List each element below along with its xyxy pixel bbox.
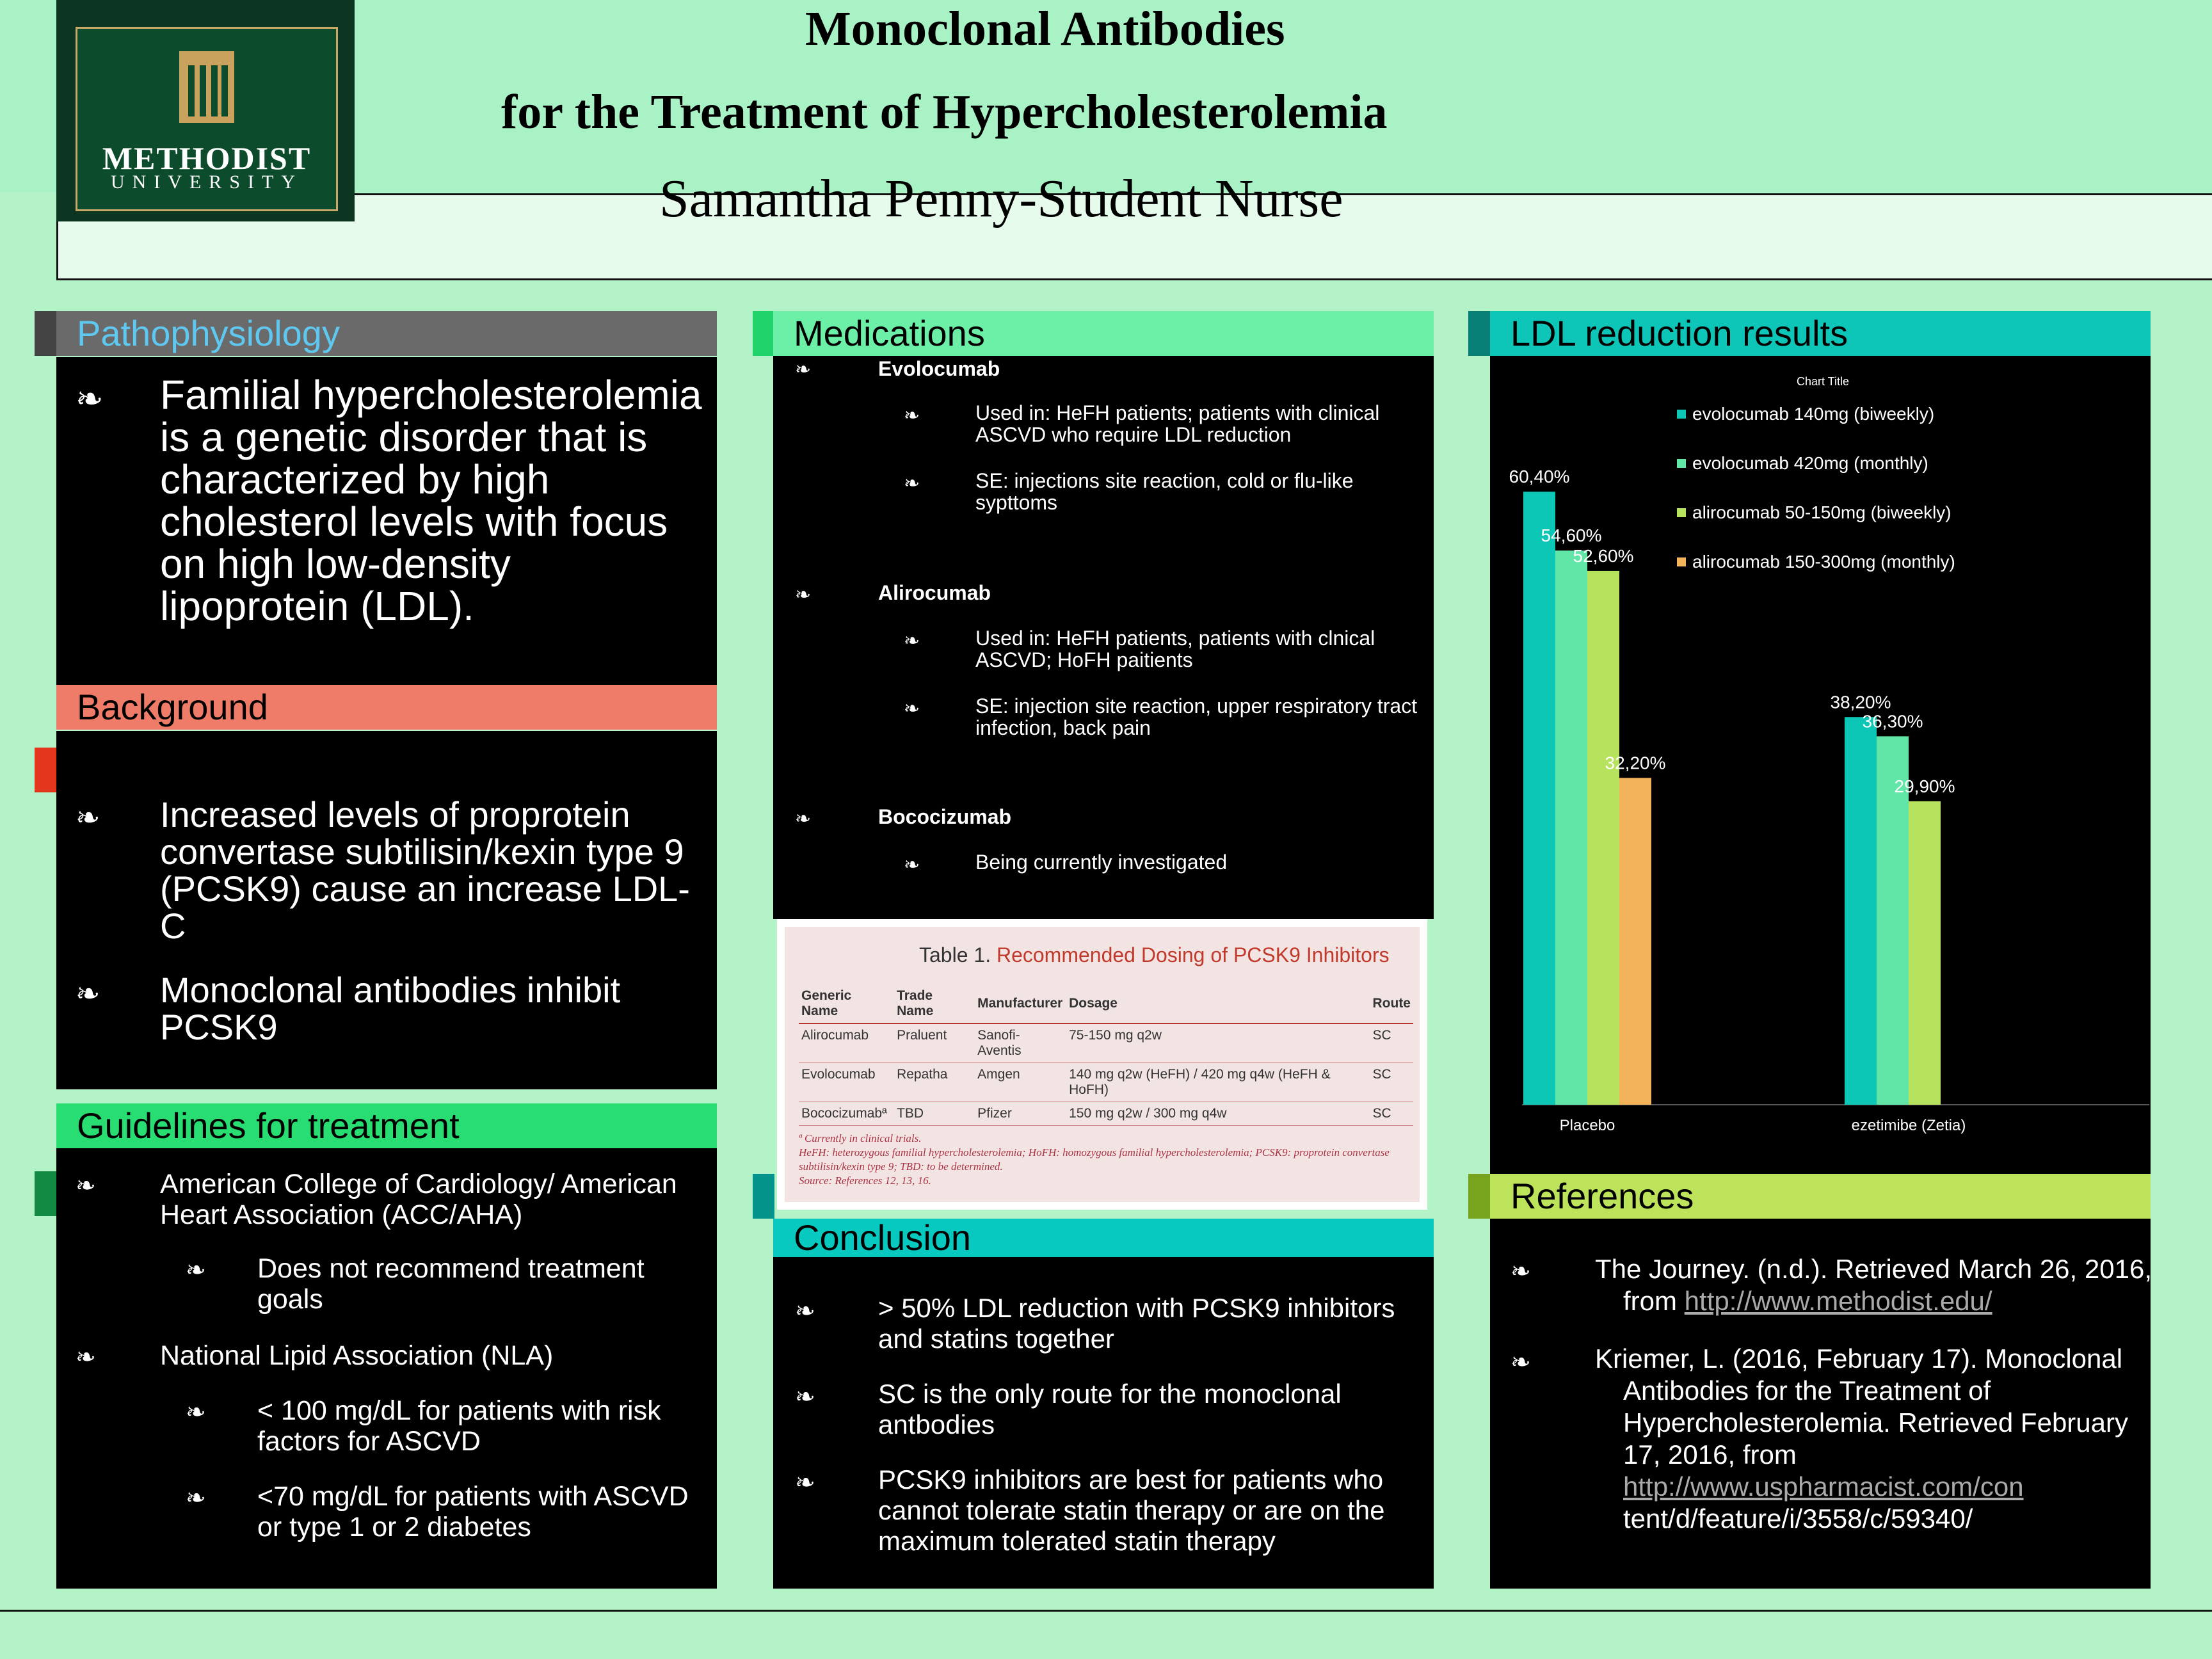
chart-category-label: ezetimibe (Zetia): [1851, 1117, 1966, 1134]
dosing-table-title-text: Recommended Dosing of PCSK9 Inhibitors: [996, 943, 1390, 966]
guideline-acc-sub: Does not recommend treatment goals: [257, 1253, 645, 1315]
med-alirocumab-se: SE: injection site reaction, upper respiratory tract infection, back pain: [975, 694, 1418, 739]
med-evolocumab-use: Used in: HeFH patients; patients with clinical ASCVD who require LDL reduction: [975, 401, 1380, 446]
chart-bar: [1587, 571, 1619, 1105]
guideline-nla: National Lipid Association (NLA): [160, 1340, 554, 1371]
bullet-icon: ❧: [795, 808, 812, 830]
med-evolocumab-se: SE: injections site reaction, cold or flu-like sypttoms: [975, 469, 1354, 514]
references-heading: References: [1490, 1174, 2151, 1219]
chart-data-label: 38,20%: [1830, 692, 1891, 712]
reference-2-link[interactable]: http://www.uspharmacist.com/con: [1623, 1471, 2024, 1502]
table-cell: 140 mg q2w (HeFH) / 420 mg q4w (HeFH & HoFH): [1066, 1063, 1370, 1102]
logo-subtitle: UNIVERSITY: [111, 172, 303, 193]
legend-entry: alirocumab 50-150mg (biweekly): [1692, 502, 1952, 522]
conclusion-tab: [753, 1174, 774, 1219]
reference-1-text: The Journey. (n.d.). Retrieved March 26, 2016, from: [1595, 1254, 2152, 1316]
columns-emblem-icon: [179, 51, 234, 123]
chart-data-label: 36,30%: [1862, 711, 1923, 732]
table-cell: Alirocumab: [799, 1023, 894, 1063]
table-cell: TBD: [894, 1102, 975, 1126]
background-heading: Background: [56, 685, 717, 730]
table-cell: Amgen: [975, 1063, 1066, 1102]
guideline-nla-sub2: <70 mg/dL for patients with ASCVD or type 1 or 2 diabetes: [257, 1481, 689, 1543]
guideline-acc: American College of Cardiology/ American Heart Association (ACC/AHA): [160, 1169, 677, 1230]
reference-1: [1595, 1253, 2161, 1317]
dosing-footnote: ª Currently in clinical trials.: [799, 1132, 922, 1144]
table-cell: 150 mg q2w / 300 mg q4w: [1066, 1102, 1370, 1126]
dosing-footnote: HeFH: heterozygous familial hypercholesterolemia; HoFH: homozygous familial hypercholesterolemia; PCSK9: proprotein convertase subtilisin/kexin type 9; TBD: to be determined.: [799, 1146, 1390, 1173]
med-alirocumab-use: Used in: HeFH patients, patients with clnical ASCVD; HoFH paitients: [975, 627, 1375, 671]
pathophysiology-text: Familial hypercholesterolemia is a genetic disorder that is characterized by high cholesterol levels with focus on high low-density lipoprotein (LDL).: [160, 372, 702, 629]
dosing-table-figure: [777, 919, 1427, 1210]
bullet-icon: ❧: [904, 630, 920, 652]
table-header: Manufacturer: [975, 984, 1066, 1023]
bullet-icon: ❧: [76, 976, 100, 1011]
chart-bar: [1845, 717, 1877, 1105]
table-header: Dosage: [1066, 984, 1370, 1023]
bullet-icon: ❧: [795, 1468, 815, 1496]
table-cell: Repatha: [894, 1063, 975, 1102]
references-tab: [1468, 1174, 1490, 1219]
legend-swatch: [1677, 459, 1686, 468]
legend-swatch: [1677, 508, 1686, 517]
table-header: Route: [1370, 984, 1413, 1023]
dosing-table-footnotes: [799, 1132, 1413, 1188]
bullet-icon: ❧: [904, 854, 920, 876]
legend-swatch: [1677, 557, 1686, 566]
guidelines-tab: [35, 1171, 56, 1216]
ldl-heading: LDL reduction results: [1490, 311, 2151, 356]
poster-title-line2: for the Treatment of Hypercholesterolemia: [501, 85, 1388, 139]
med-bococizumab-note: Being currently investigated: [975, 851, 1228, 874]
conclusion-heading: Conclusion: [773, 1219, 1434, 1257]
table-cell: SC: [1370, 1023, 1413, 1063]
chart-bar: [1909, 801, 1941, 1105]
chart-data-label: 54,60%: [1541, 525, 1602, 546]
bullet-icon: ❧: [904, 698, 920, 720]
table-cell: SC: [1370, 1063, 1413, 1102]
background-item-1: Increased levels of proprotein convertase subtilisin/kexin type 9 (PCSK9) cause an increase LDL-C: [160, 794, 690, 946]
background-item-2: Monoclonal antibodies inhibit PCSK9: [160, 970, 621, 1047]
logo-name: METHODIST: [102, 140, 312, 176]
med-evolocumab: Evolocumab: [878, 357, 1000, 380]
bullet-icon: ❧: [186, 1484, 206, 1512]
table-cell: SC: [1370, 1102, 1413, 1126]
table-row: [799, 1102, 1413, 1126]
bullet-icon: ❧: [904, 405, 920, 427]
bullet-icon: ❧: [76, 1171, 96, 1199]
bullet-icon: ❧: [795, 1382, 815, 1411]
ldl-tab: [1468, 311, 1490, 356]
legend-entry: evolocumab 420mg (monthly): [1692, 453, 1928, 473]
medications-tab: [753, 311, 774, 356]
table-cell: Sanofi-Aventis: [975, 1023, 1066, 1063]
pathophysiology-heading: Pathophysiology: [56, 311, 717, 356]
bullet-icon: ❧: [76, 380, 104, 419]
conclusion-item-2: SC is the only route for the monoclonal antbodies: [878, 1379, 1342, 1439]
table-cell: 75-150 mg q2w: [1066, 1023, 1370, 1063]
dosing-table-title-prefix: Table 1.: [919, 943, 991, 966]
chart-category-label: Placebo: [1559, 1117, 1615, 1134]
legend-swatch: [1677, 410, 1686, 419]
legend-entry: alirocumab 150-300mg (monthly): [1692, 552, 1955, 572]
conclusion-item-3: PCSK9 inhibitors are best for patients who cannot tolerate statin therapy or are on the maximum tolerated statin therapy: [878, 1464, 1385, 1556]
bullet-icon: ❧: [1511, 1257, 1531, 1285]
reference-2: [1595, 1343, 2129, 1535]
guidelines-heading: Guidelines for treatment: [56, 1103, 717, 1148]
table-row: [799, 1063, 1413, 1102]
footer-divider: [0, 1610, 2212, 1612]
bullet-icon: ❧: [795, 1297, 815, 1325]
chart-bar: [1619, 778, 1651, 1105]
bullet-icon: ❧: [795, 358, 812, 381]
med-alirocumab: Alirocumab: [878, 581, 991, 604]
pathophysiology-tab: [35, 311, 56, 356]
chart-data-label: 32,20%: [1605, 753, 1666, 773]
table-cell: Evolocumab: [799, 1063, 894, 1102]
ldl-chart: [1490, 356, 2151, 1175]
dosing-footnote: Source: References 12, 13, 16.: [799, 1174, 931, 1187]
bullet-icon: ❧: [904, 472, 920, 495]
bullet-icon: ❧: [76, 800, 100, 835]
poster-title-line1: Monoclonal Antibodies: [805, 2, 1285, 56]
medications-heading: Medications: [773, 311, 1434, 356]
chart-bar: [1523, 492, 1555, 1105]
table-header: Generic Name: [799, 984, 894, 1023]
chart-data-label: 29,90%: [1894, 776, 1955, 796]
chart-data-label: 52,60%: [1573, 545, 1634, 566]
med-bococizumab: Bococizumab: [878, 805, 1012, 828]
bullet-icon: ❧: [1511, 1348, 1531, 1376]
guideline-nla-sub1: < 100 mg/dL for patients with risk factors for ASCVD: [257, 1395, 661, 1457]
conclusion-item-1: > 50% LDL reduction with PCSK9 inhibitors and statins together: [878, 1293, 1395, 1354]
table-header: Trade Name: [894, 984, 975, 1023]
dosing-table: [799, 984, 1413, 1126]
table-header-row: [799, 984, 1413, 1023]
chart-data-label: 60,40%: [1509, 467, 1570, 487]
chart-bar: [1555, 550, 1587, 1105]
bullet-icon: ❧: [186, 1398, 206, 1426]
legend-entry: evolocumab 140mg (biweekly): [1692, 404, 1935, 424]
background-tab: [35, 748, 56, 792]
chart-title: Chart Title: [1796, 375, 1850, 388]
bullet-icon: ❧: [795, 584, 812, 606]
bullet-icon: ❧: [186, 1256, 206, 1284]
reference-2-tail: tent/d/feature/i/3558/c/59340/: [1623, 1503, 1973, 1534]
bullet-icon: ❧: [76, 1343, 96, 1371]
dosing-table-title: [919, 943, 1390, 967]
table-cell: Pfizer: [975, 1102, 1066, 1126]
table-cell: Bococizumabª: [799, 1102, 894, 1126]
table-cell: Praluent: [894, 1023, 975, 1063]
reference-1-link[interactable]: http://www.methodist.edu/: [1684, 1286, 1992, 1316]
reference-2-text: Kriemer, L. (2016, February 17). Monoclonal Antibodies for the Treatment of Hypercholesterolemia. Retrieved February 17, 2016, from: [1595, 1343, 2128, 1470]
poster-author: Samantha Penny-Student Nurse: [659, 169, 1343, 228]
table-row: [799, 1023, 1413, 1063]
